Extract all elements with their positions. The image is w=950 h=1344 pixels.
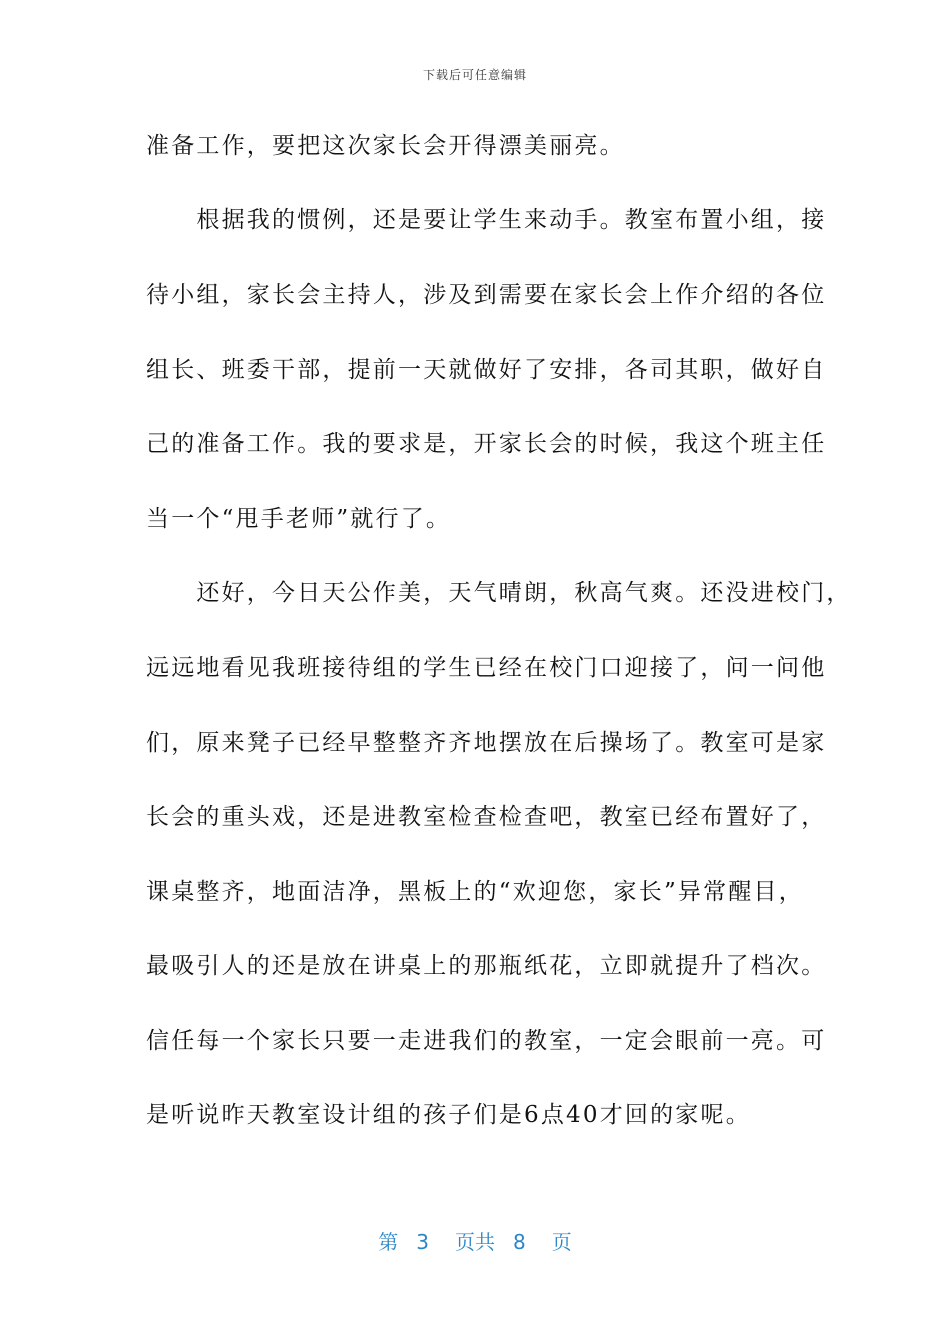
text-line: 是听说昨天教室设计组的孩子们是6点40才回的家呢。 [146, 1102, 751, 1128]
current-page-number: 3 [416, 1230, 429, 1254]
text-line: 组长、班委干部，提前一天就做好了安排，各司其职，做好自 [146, 357, 827, 383]
footer-prefix: 第 [378, 1230, 399, 1254]
text-line: 长会的重头戏，还是进教室检查检查吧，教室已经布置好了， [146, 804, 827, 830]
text-line: 根据我的惯例，还是要让学生来动手。教室布置小组，接 [146, 207, 827, 233]
page-header: 下载后可任意编辑 [422, 68, 527, 82]
text-line: 己的准备工作。我的要求是，开家长会的时候，我这个班主任 [146, 431, 827, 457]
text-line: 最吸引人的还是放在讲桌上的那瓶纸花，立即就提升了档次。 [146, 953, 827, 979]
footer-suffix: 页 [551, 1230, 572, 1254]
text-line: 还好，今日天公作美，天气晴朗，秋高气爽。还没进校门， [146, 580, 852, 606]
text-line: 们，原来凳子已经早整整齐齐地摆放在后操场了。教室可是家 [146, 730, 827, 756]
page-footer [0, 1226, 950, 1255]
text-line: 远远地看见我班接待组的学生已经在校门口迎接了，问一问他 [146, 655, 827, 681]
text-line: 待小组，家长会主持人，涉及到需要在家长会上作介绍的各位 [146, 282, 827, 308]
text-line: 准备工作，要把这次家长会开得漂美丽亮。 [146, 133, 625, 159]
text-line: 当一个“甩手老师”就行了。 [146, 506, 452, 532]
text-line: 信任每一个家长只要一走进我们的教室，一定会眼前一亮。可 [146, 1028, 827, 1054]
footer-middle: 页共 [455, 1230, 495, 1254]
text-line: 课桌整齐，地面洁净，黑板上的“欢迎您，家长”异常醒目， [146, 879, 804, 905]
total-pages-number: 8 [513, 1230, 526, 1254]
